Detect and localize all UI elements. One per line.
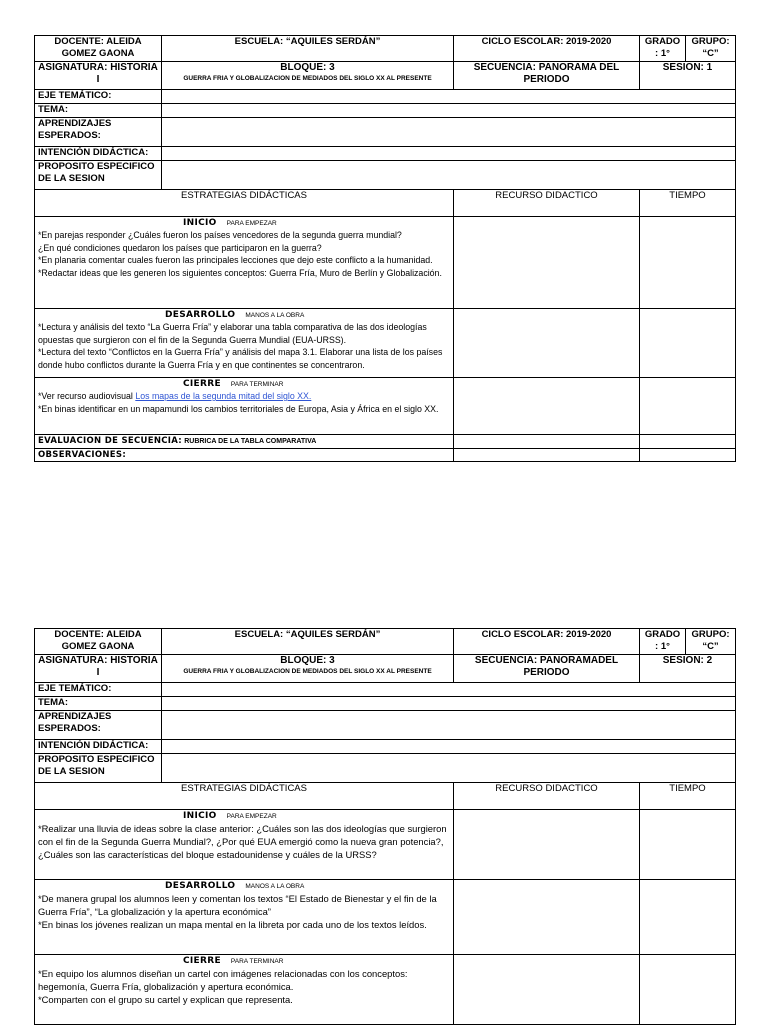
- desarrollo-line: *En binas los jóvenes realizan un mapa mental en la libreta por cada uno de los textos leídos.: [38, 919, 427, 930]
- escuela-cell: ESCUELA: “AQUILES SERDÁN”: [162, 36, 454, 62]
- grado-cell: GRADO : 1°: [640, 629, 686, 655]
- cierre-line: [38, 390, 450, 403]
- proposito-value: [162, 161, 736, 190]
- eje-label: EJE TEMÁTICO:: [35, 90, 162, 104]
- tema-label: TEMA:: [35, 104, 162, 118]
- desarrollo-block: [35, 880, 454, 955]
- secuencia-cell: SECUENCIA: PANORAMA DEL PERIODO: [454, 62, 640, 90]
- inicio-title: INICIO: [183, 811, 217, 821]
- cierre-block: [35, 955, 454, 1025]
- sesion-cell: SESION: 1: [640, 62, 736, 90]
- inicio-heading: [38, 810, 450, 822]
- cierre-heading: [38, 955, 450, 967]
- bloque-title: BLOQUE: 3: [280, 655, 335, 666]
- inicio-line: *Redactar ideas que les generen los siguientes conceptos: Guerra Fría, Muro de Berlín y Globalización.: [38, 267, 442, 278]
- intencion-value: [162, 147, 736, 161]
- aprendizajes-value: [162, 711, 736, 740]
- evaluacion-tiempo: [640, 435, 736, 449]
- desarrollo-subtitle: MANOS A LA OBRA: [245, 883, 305, 890]
- cierre-tiempo: [640, 378, 736, 435]
- asignatura-cell: ASIGNATURA: HISTORIA I: [35, 655, 162, 683]
- desarrollo-tiempo: [640, 309, 736, 378]
- observaciones-label: OBSERVACIONES:: [38, 450, 127, 460]
- bloque-subtitle: GUERRA FRIA Y GLOBALIZACION DE MEDIADOS DEL SIGLO XX AL PRESENTE: [183, 668, 432, 675]
- ciclo-cell: CICLO ESCOLAR: 2019-2020: [454, 629, 640, 655]
- observaciones-cell: [35, 449, 454, 462]
- intencion-value: [162, 740, 736, 754]
- tiempo-header: TIEMPO: [640, 190, 736, 217]
- bloque-cell: [162, 62, 454, 90]
- escuela-cell: ESCUELA: “AQUILES SERDÁN”: [162, 629, 454, 655]
- inicio-title: INICIO: [183, 218, 217, 228]
- cierre-title: CIERRE: [183, 379, 221, 389]
- desarrollo-heading: [38, 309, 450, 321]
- sesion-cell: SESION: 2: [640, 655, 736, 683]
- lesson-plan-session-2: [34, 628, 736, 1025]
- cierre-line-text: *Ver recurso audiovisual: [38, 391, 136, 401]
- lesson-plan-session-1: [34, 35, 736, 462]
- tema-value: [162, 104, 736, 118]
- inicio-block: [35, 217, 454, 309]
- recurso-header: RECURSO DIDACTICO: [454, 783, 640, 810]
- inicio-recurso: [454, 810, 640, 880]
- estrategias-header: ESTRATEGIAS DIDÁCTICAS: [35, 783, 454, 810]
- inicio-line: *Realizar una lluvia de ideas sobre la clase anterior: ¿Cuáles son las dos ideologías que surgieron con el fin de la Segunda Guerra Mundial?, ¿Por qué EUA emergió como la nueva gran potencia?, ¿Cuáles son las características del bloque estadounidense y cuáles de la URSS?: [38, 823, 447, 860]
- tema-value: [162, 697, 736, 711]
- ciclo-cell: CICLO ESCOLAR: 2019-2020: [454, 36, 640, 62]
- recurso-header: RECURSO DIDACTICO: [454, 190, 640, 217]
- desarrollo-title: DESARROLLO: [165, 310, 236, 320]
- inicio-line: ¿En qué condiciones quedaron los países que participaron en la guerra?: [38, 242, 322, 253]
- aprendizajes-label: APRENDIZAJES ESPERADOS:: [35, 711, 162, 740]
- desarrollo-title: DESARROLLO: [165, 881, 236, 891]
- inicio-heading: [38, 217, 450, 229]
- observaciones-tiempo: [640, 449, 736, 462]
- grado-cell: GRADO : 1°: [640, 36, 686, 62]
- desarrollo-heading: [38, 880, 450, 892]
- desarrollo-line: *Lectura y análisis del texto “La Guerra Fría” y elaborar una tabla comparativa de las dos ideologías opuestas que surgieron con el fin de la Segunda Guerra Mundial (EUA-URSS).: [38, 322, 427, 345]
- docente-cell: DOCENTE: ALEIDA GOMEZ GAONA: [35, 36, 162, 62]
- secuencia-cell: SECUENCIA: PANORAMADEL PERIODO: [454, 655, 640, 683]
- cierre-block: [35, 378, 454, 435]
- desarrollo-recurso: [454, 880, 640, 955]
- inicio-subtitle: PARA EMPEZAR: [226, 813, 277, 820]
- desarrollo-subtitle: MANOS A LA OBRA: [245, 312, 305, 319]
- intencion-label: INTENCIÓN DIDÁCTICA:: [35, 147, 162, 161]
- desarrollo-recurso: [454, 309, 640, 378]
- evaluacion-value: RUBRICA DE LA TABLA COMPARATIVA: [184, 438, 317, 445]
- cierre-line: *Comparten con el grupo su cartel y explican que representa.: [38, 994, 293, 1005]
- cierre-tiempo: [640, 955, 736, 1025]
- audiovisual-link[interactable]: Los mapas de la segunda mitad del siglo XX.: [135, 391, 312, 401]
- evaluacion-recurso: [454, 435, 640, 449]
- inicio-line: *En parejas responder ¿Cuáles fueron los países vencedores de la segunda guerra mundial?: [38, 230, 402, 240]
- bloque-subtitle: GUERRA FRIA Y GLOBALIZACION DE MEDIADOS DEL SIGLO XX AL PRESENTE: [183, 75, 432, 82]
- tema-label: TEMA:: [35, 697, 162, 711]
- proposito-label: PROPOSITO ESPECIFICO DE LA SESION: [35, 754, 162, 783]
- evaluacion-cell: [35, 435, 454, 449]
- cierre-recurso: [454, 955, 640, 1025]
- eje-value: [162, 683, 736, 697]
- aprendizajes-label: APRENDIZAJES ESPERADOS:: [35, 118, 162, 147]
- cierre-line: *En equipo los alumnos diseñan un cartel con imágenes relacionadas con los conceptos: hegemonía, Guerra Fría, globalización y apertura económica.: [38, 968, 408, 992]
- grupo-cell: GRUPO: “C”: [686, 629, 736, 655]
- bloque-title: BLOQUE: 3: [280, 62, 335, 73]
- cierre-heading: [38, 378, 450, 390]
- cierre-subtitle: PARA TERMINAR: [230, 381, 284, 388]
- inicio-tiempo: [640, 217, 736, 309]
- bloque-cell: [162, 655, 454, 683]
- desarrollo-tiempo: [640, 880, 736, 955]
- proposito-label: PROPOSITO ESPECIFICO DE LA SESION: [35, 161, 162, 190]
- intencion-label: INTENCIÓN DIDÁCTICA:: [35, 740, 162, 754]
- aprendizajes-value: [162, 118, 736, 147]
- eje-value: [162, 90, 736, 104]
- grupo-cell: GRUPO: “C”: [686, 36, 736, 62]
- desarrollo-line: *Lectura del texto “Conflictos en la Guerra Fría” y análisis del mapa 3.1. Elaborar una lista de los países donde hubo conflictos durante la Guerra Fría y en que continentes se concentraron.: [38, 347, 443, 370]
- inicio-subtitle: PARA EMPEZAR: [226, 220, 277, 227]
- cierre-line: *En binas identificar en un mapamundi los cambios territoriales de Europa, Asia y África en el siglo XX.: [38, 403, 439, 414]
- cierre-subtitle: PARA TERMINAR: [230, 958, 284, 965]
- desarrollo-block: [35, 309, 454, 378]
- estrategias-header: ESTRATEGIAS DIDÁCTICAS: [35, 190, 454, 217]
- cierre-recurso: [454, 378, 640, 435]
- proposito-value: [162, 754, 736, 783]
- cierre-title: CIERRE: [183, 956, 221, 966]
- inicio-line: *En planaria comentar cuales fueron las principales lecciones que dejo este conflicto a la humanidad.: [38, 255, 433, 265]
- inicio-block: [35, 810, 454, 880]
- evaluacion-label: EVALUACION DE SECUENCIA:: [38, 436, 182, 446]
- docente-cell: DOCENTE: ALEIDA GOMEZ GAONA: [35, 629, 162, 655]
- inicio-tiempo: [640, 810, 736, 880]
- desarrollo-line: *De manera grupal los alumnos leen y comentan los textos “El Estado de Bienestar y el fin de la Guerra Fría”, “La globalización y la apertura económica”: [38, 893, 437, 917]
- asignatura-cell: ASIGNATURA: HISTORIA I: [35, 62, 162, 90]
- tiempo-header: TIEMPO: [640, 783, 736, 810]
- observaciones-recurso: [454, 449, 640, 462]
- eje-label: EJE TEMÁTICO:: [35, 683, 162, 697]
- inicio-recurso: [454, 217, 640, 309]
